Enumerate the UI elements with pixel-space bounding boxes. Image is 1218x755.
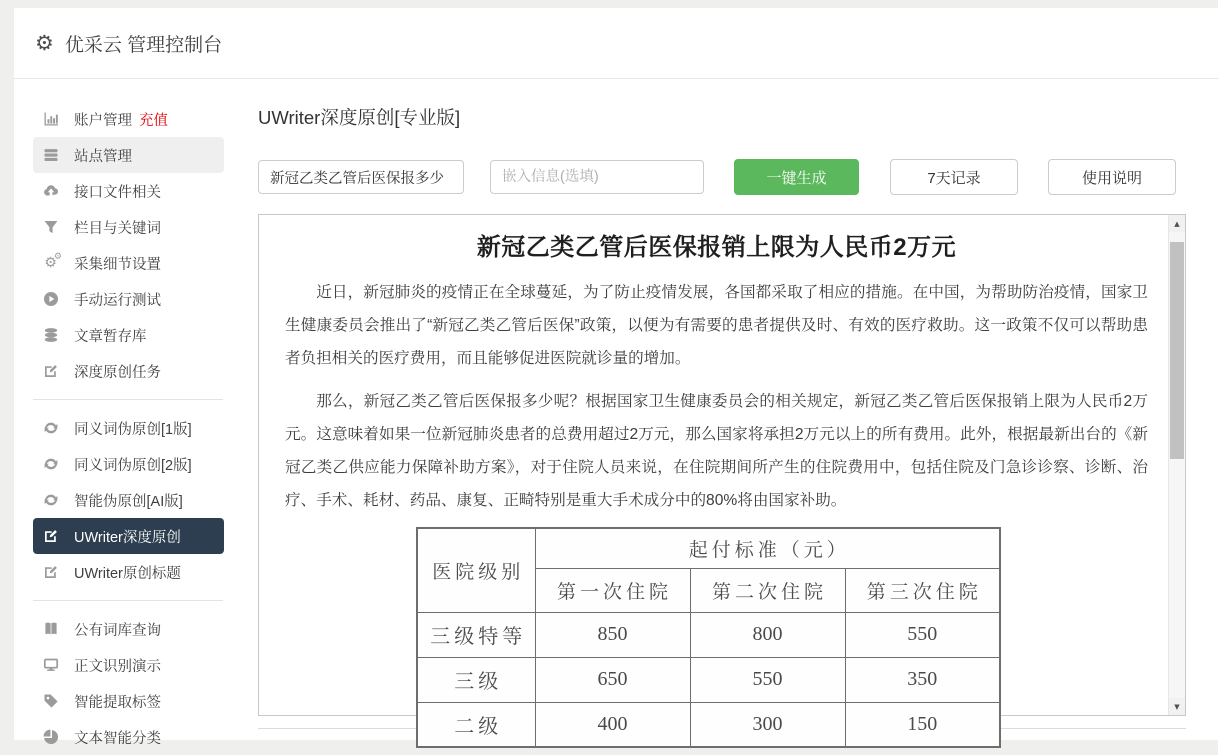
table-row-header: 医院级别 (417, 528, 535, 612)
table-cell-value: 550 (690, 657, 845, 702)
sidebar-item-label: 公有词库查询 (74, 622, 161, 639)
filter-icon (42, 219, 59, 236)
table-cell-value: 550 (845, 612, 1000, 657)
sidebar-item-smart-rewrite-ai[interactable] (33, 482, 224, 518)
edit-square-icon (42, 528, 59, 545)
table-cell-level: 二级 (417, 702, 535, 747)
history-button[interactable]: 7天记录 (890, 159, 1018, 195)
cogs-icon: ⚙ ⚙ (44, 251, 62, 271)
document-paragraphs (285, 276, 1148, 517)
sidebar-item-public-lexicon-query[interactable] (33, 611, 224, 647)
table-cell-level: 三级特等 (417, 612, 535, 657)
app-window (14, 8, 1218, 747)
document-scrollbar[interactable] (1168, 215, 1185, 715)
sidebar-item-label: 站点管理 (74, 148, 132, 165)
chart-bar-icon (42, 111, 59, 128)
refresh-icon (42, 492, 59, 509)
sidebar-item-label: 智能伪原创[AI版] (74, 493, 183, 510)
database-icon (42, 327, 59, 344)
recharge-badge[interactable]: 充值 (139, 112, 168, 129)
scrollbar-thumb[interactable] (1170, 242, 1184, 459)
tag-icon (42, 693, 59, 710)
gear-icon: ⚙ (35, 30, 54, 55)
play-circle-icon (42, 291, 59, 308)
sidebar-item-label: 文章暂存库 (74, 328, 147, 345)
sidebar-item-text-smart-classify[interactable] (33, 719, 224, 755)
document-paragraph: 近日，新冠肺炎的疫情正在全球蔓延，为了防止疫情发展，各国都采取了相应的措施。在中国，为帮助防治疫情，国家卫生健康委员会推出了“新冠乙类乙管后医保”政策，以便为有需要的患者提供及时、有效的医疗救助。这一政策不仅可以帮助患者负担相关的医疗费用，而且能够促进医院就诊量的增加。 (285, 284, 1148, 367)
sidebar-item-manual-run-test[interactable] (33, 281, 224, 317)
edit-square-icon (42, 564, 59, 581)
table-sub-header: 第三次住院 (845, 568, 1000, 612)
sidebar-item-collection-settings[interactable] (33, 245, 224, 281)
sidebar-item-body-recognition-demo[interactable] (33, 647, 224, 683)
sidebar-item-interface-files[interactable] (33, 173, 224, 209)
main-content (244, 79, 1218, 739)
sidebar-item-smart-tag-extract[interactable] (33, 683, 224, 719)
table-cell-value: 800 (690, 612, 845, 657)
edit-square-icon (42, 363, 59, 380)
sidebar-item-label: 手动运行测试 (74, 292, 161, 309)
sidebar-divider (33, 399, 223, 400)
sidebar-item-synonym-rewrite-v1[interactable] (33, 410, 224, 446)
embed-info-input[interactable] (490, 160, 704, 194)
monitor-icon (42, 657, 59, 674)
document-panel (258, 214, 1186, 738)
table-row (417, 702, 1000, 747)
document-title: 新冠乙类乙管后医保报销上限为人民币2万元 (476, 234, 957, 261)
sidebar-item-label: 接口文件相关 (74, 184, 161, 201)
sidebar-item-label: 深度原创任务 (74, 364, 161, 381)
sidebar-item-label: 智能提取标签 (74, 694, 161, 711)
document-content (259, 215, 1168, 738)
app-header (14, 8, 1218, 79)
table-cell-value: 150 (845, 702, 1000, 747)
cloud-upload-icon (42, 183, 59, 200)
refresh-icon (42, 420, 59, 437)
sidebar-item-account-management[interactable] (33, 101, 224, 137)
generate-button[interactable]: 一键生成 (734, 159, 859, 195)
sidebar-item-article-staging[interactable] (33, 317, 224, 353)
scroll-down-icon[interactable]: ▼ (1169, 698, 1185, 715)
table-cell-value: 850 (535, 612, 690, 657)
sidebar-nav (14, 79, 244, 747)
sidebar-item-synonym-rewrite-v2[interactable] (33, 446, 224, 482)
sidebar-item-label: 同义词伪原创[2版] (74, 457, 192, 474)
sidebar-divider (33, 600, 223, 601)
table-cell-value: 300 (690, 702, 845, 747)
server-stack-icon (42, 147, 59, 164)
keyword-input[interactable] (258, 160, 464, 194)
table-cell-value: 350 (845, 657, 1000, 702)
sidebar-item-label: 采集细节设置 (74, 256, 161, 273)
controls-row (258, 159, 1218, 195)
book-icon (42, 621, 59, 638)
table-cell-level: 三级 (417, 657, 535, 702)
scroll-up-icon[interactable]: ▲ (1169, 215, 1185, 232)
sidebar-item-label: 正文识别演示 (74, 658, 161, 675)
page-title: UWriter深度原创[专业版] (258, 107, 461, 128)
sidebar-item-label: UWriter原创标题 (74, 565, 181, 582)
table-sub-header: 第一次住院 (535, 568, 690, 612)
sidebar-item-deep-original-task[interactable] (33, 353, 224, 389)
refresh-icon (42, 456, 59, 473)
table-row (417, 657, 1000, 702)
table-cell-value: 650 (535, 657, 690, 702)
sidebar-item-label: UWriter深度原创 (74, 529, 181, 546)
table-cell-value: 400 (535, 702, 690, 747)
sidebar-item-site-management[interactable] (33, 137, 224, 173)
sidebar-item-label: 文本智能分类 (74, 730, 161, 747)
table-sub-header: 第二次住院 (690, 568, 845, 612)
table-row (417, 612, 1000, 657)
help-button[interactable]: 使用说明 (1048, 159, 1176, 195)
table-group-header: 起付标准（元） (535, 528, 1000, 568)
app-title: 优采云 管理控制台 (64, 34, 223, 56)
sidebar-item-columns-keywords[interactable] (33, 209, 224, 245)
document-paragraph: 那么，新冠乙类乙管后医保报多少呢？根据国家卫生健康委员会的相关规定，新冠乙类乙管后医保报销上限为人民币2万元。这意味着如果一位新冠肺炎患者的总费用超过2万元，那么国家将承担2万元以上的所有费用。此外，根据最新出台的《新冠乙类乙供应能力保障补助方案》，对于住院人员来说，在住院期间所产生的住院费用中，包括住院及门急诊诊察、诊断、治疗、手术、耗材、药品、康复、正畸特别是重大手术成分中的80%将由国家补助。 (285, 393, 1148, 509)
sidebar-item-uwriter-deep-original[interactable] (33, 518, 224, 554)
pie-chart-icon (42, 729, 59, 746)
sidebar-item-label: 栏目与关键词 (74, 220, 161, 237)
sidebar-item-label: 账户管理 (74, 112, 132, 129)
sidebar-item-label: 同义词伪原创[1版] (74, 421, 192, 438)
document-table (416, 527, 1001, 748)
sidebar-item-uwriter-original-title[interactable] (33, 554, 224, 590)
